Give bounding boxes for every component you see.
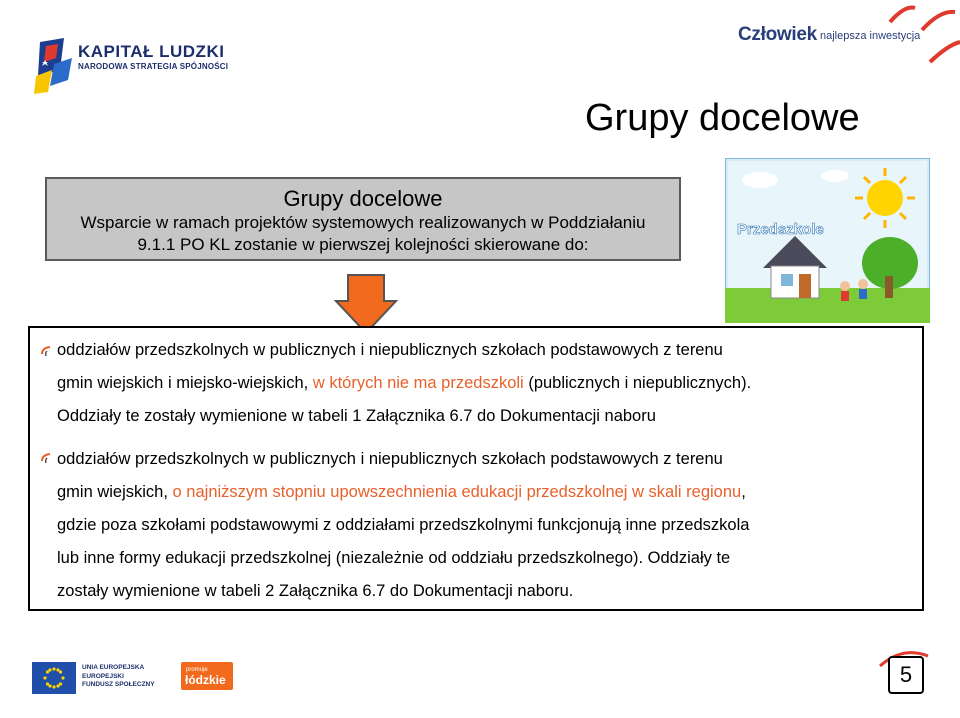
eu-text [82, 664, 155, 690]
eu-flag-icon [32, 662, 76, 694]
bullet-icon [38, 344, 54, 360]
bullet2-line4: lub inne formy edukacji przedszkolnej (niezależnie od oddziału przedszkolnego). Oddziały te [57, 549, 731, 567]
bullet1-highlight: w których nie ma przedszkoli [312, 374, 524, 392]
bullet-icon [38, 451, 54, 467]
bullet1-line1: oddziałów przedszkolnych w publicznych i niepublicznych szkołach podstawowych z terenu [57, 341, 723, 359]
bullet1-line2 [57, 374, 751, 393]
kapital-ludzki-logo-subtitle: NARODOWA STRATEGIA SPÓJNOŚCI [78, 62, 229, 71]
eu-text-line3: FUNDUSZ SPOŁECZNY [82, 681, 155, 688]
eu-text-line2: EUROPEJSKI [82, 672, 124, 680]
page-title: Grupy docelowe [585, 97, 860, 139]
kapital-ludzki-logo-text: KAPITAŁ LUDZKI [78, 42, 225, 61]
bullet2-line1: oddziałów przedszkolnych w publicznych i niepublicznych szkołach podstawowych z terenu [57, 450, 723, 468]
lodzkie-logo-icon [181, 662, 233, 690]
przedszkole-illustration-icon [725, 158, 930, 323]
intro-box-line1: Wsparcie w ramach projektów systemowych realizowanych w Poddziałaniu [80, 213, 646, 232]
eu-text-line1: UNIA EUROPEJSKA [82, 664, 145, 671]
bullet2-line2 [57, 483, 746, 502]
page-number: 5 [888, 656, 924, 694]
intro-box-line2: 9.1.1 PO KL zostanie w pierwszej kolejności skierowane do: [137, 235, 589, 254]
bullet1-line2-part3: (publicznych i niepublicznych). [523, 374, 752, 392]
bullet2-highlight: o najniższym stopniu upowszechnienia edukacji przedszkolnej w skali regionu [172, 483, 742, 501]
bullet2-line2-part3: , [741, 483, 746, 501]
intro-box-title: Grupy docelowe [283, 186, 443, 211]
decorative-arcs-icon [860, 0, 960, 80]
lodzkie-logo-small: promuje [186, 667, 208, 673]
czlowiek-logo-text: Człowiek [738, 24, 817, 45]
bullet2-line2-part1: gmin wiejskich, [57, 483, 173, 501]
bullet1-line2-part1: gmin wiejskich i miejsko-wiejskich, [57, 374, 313, 392]
bullet2-line5: zostały wymienione w tabeli 2 Załącznika 6.7 do Dokumentacji naboru. [57, 582, 574, 600]
przedszkole-label: Przedszkole [737, 221, 824, 238]
czlowiek-logo-subtitle: najlepsza inwestycja [820, 30, 921, 42]
bullet1-line3: Oddziały te zostały wymienione w tabeli 1 Załącznika 6.7 do Dokumentacji naboru [57, 407, 656, 425]
lodzkie-logo-main: łódzkie [185, 673, 226, 687]
bullet2-line3: gdzie poza szkołami podstawowymi z oddziałami przedszkolnymi funkcjonują inne przedszkola [57, 516, 750, 534]
